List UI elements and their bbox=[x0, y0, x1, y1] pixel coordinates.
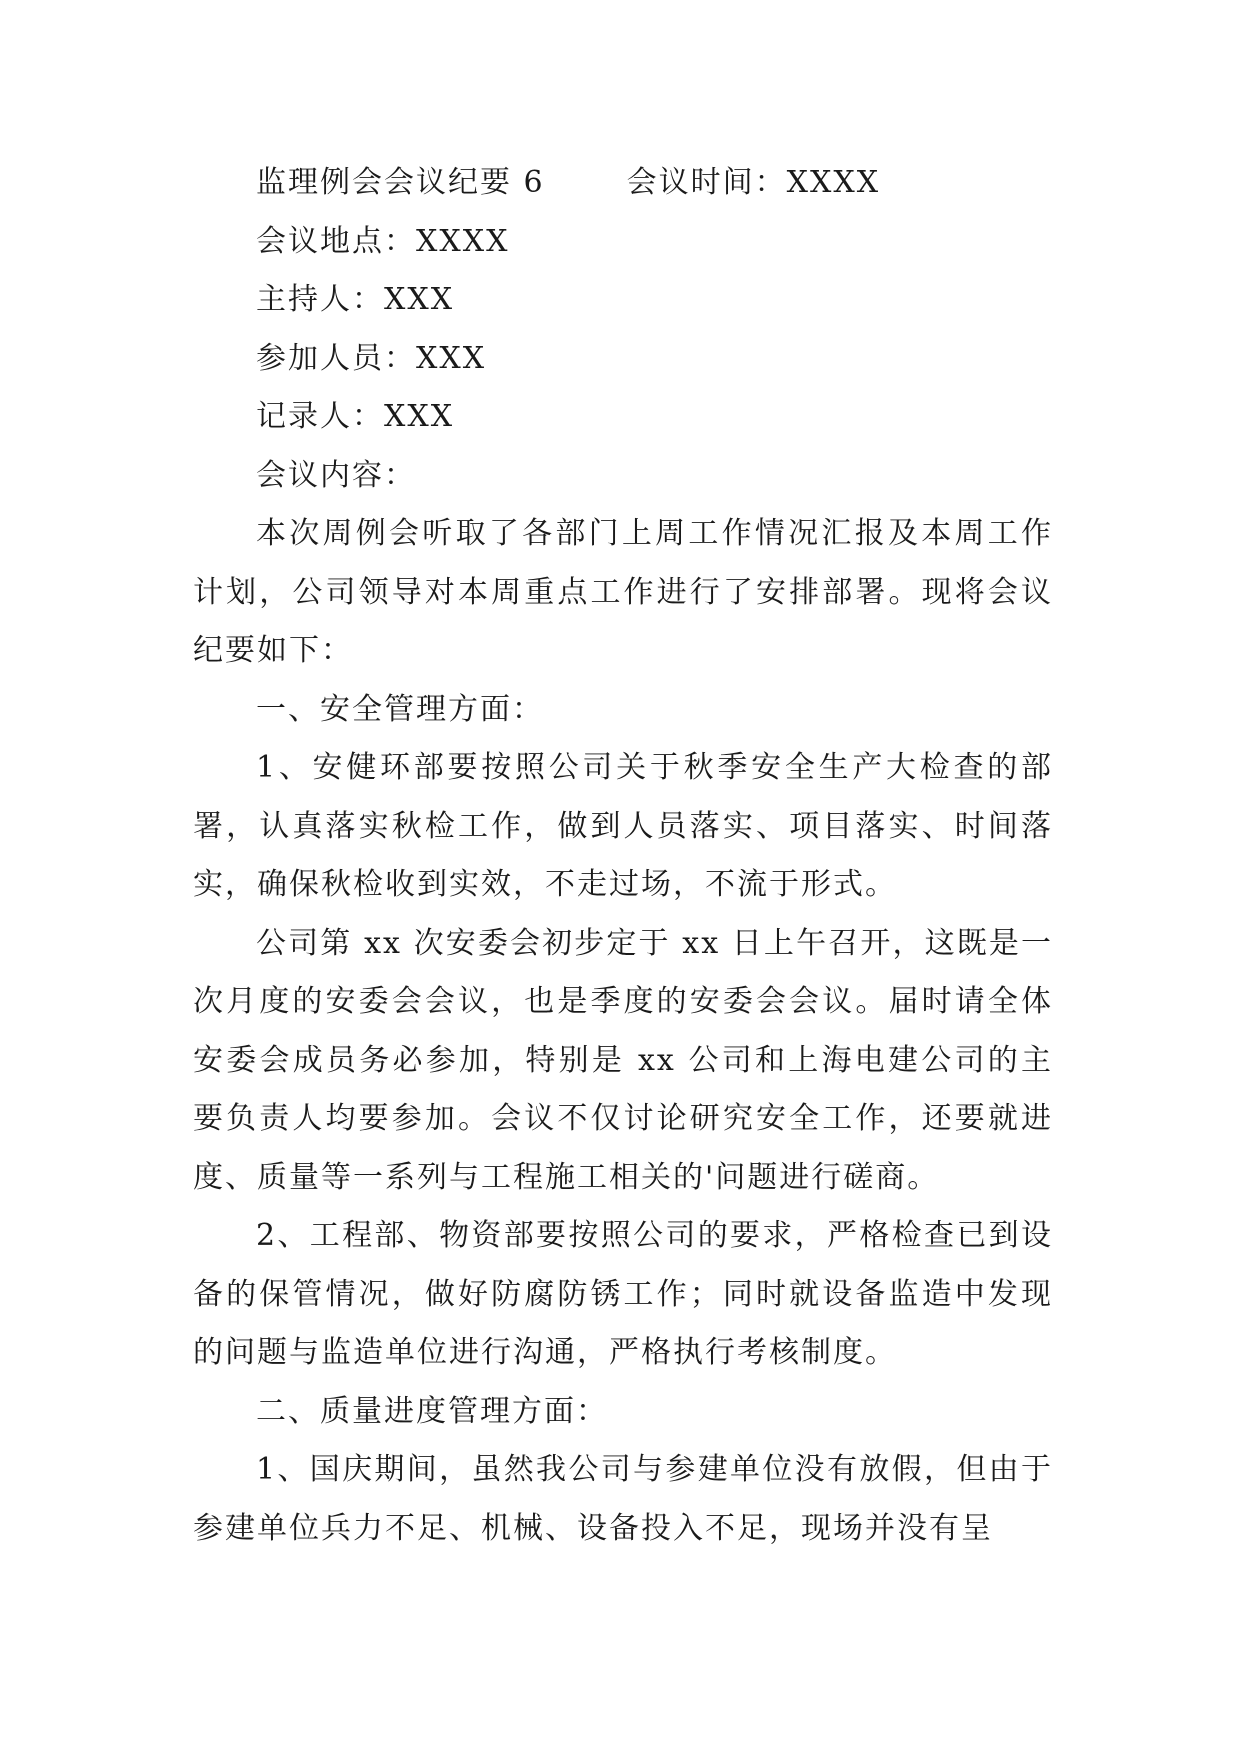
quality-paragraph-1: 1、国庆期间，虽然我公司与参建单位没有放假，但由于参建单位兵力不足、机械、设备投入不足，现场并没有呈 bbox=[193, 1452, 1053, 1546]
meeting-place: 会议地点：XXXX bbox=[256, 223, 510, 259]
content-label: 会议内容： bbox=[256, 457, 416, 493]
header-line bbox=[193, 154, 1053, 213]
meeting-recorder: 记录人：XXX bbox=[256, 399, 455, 434]
document-page bbox=[193, 154, 1053, 1558]
safety-paragraph-1: 1、安健环部要按照公司关于秋季安全生产大检查的部署，认真落实秋检工作，做到人员落实、项目落实、时间落实，确保秋检收到实效，不走过场，不流于形式。 bbox=[193, 750, 1053, 902]
intro-paragraph: 本次周例会听取了各部门上周工作情况汇报及本周工作计划，公司领导对本周重点工作进行了安排部署。现将会议纪要如下： bbox=[193, 516, 1053, 668]
section-heading-safety: 一、安全管理方面： bbox=[256, 691, 544, 727]
section-heading-quality: 二、质量进度管理方面： bbox=[256, 1393, 608, 1429]
document-title: 监理例会会议纪要 6 bbox=[256, 165, 545, 200]
meeting-attendees: 参加人员：XXX bbox=[256, 340, 487, 376]
safety-paragraph-2: 公司第 xx 次安委会初步定于 xx 日上午召开，这既是一次月度的安委会会议，也是季度的安委会会议。届时请全体安委会成员务必参加，特别是 xx 公司和上海电建公司的主要负责人均要参加。会议不仅讨论研究安全工作，还要就进度、质量等一系列与工程施工相关的'问题进行磋商。 bbox=[193, 925, 1053, 1195]
meeting-time: 会议时间：XXXX bbox=[626, 165, 881, 200]
meeting-host: 主持人：XXX bbox=[256, 282, 455, 317]
safety-paragraph-3: 2、工程部、物资部要按照公司的要求，严格检查已到设备的保管情况，做好防腐防锈工作；同时就设备监造中发现的问题与监造单位进行沟通，严格执行考核制度。 bbox=[193, 1218, 1053, 1370]
